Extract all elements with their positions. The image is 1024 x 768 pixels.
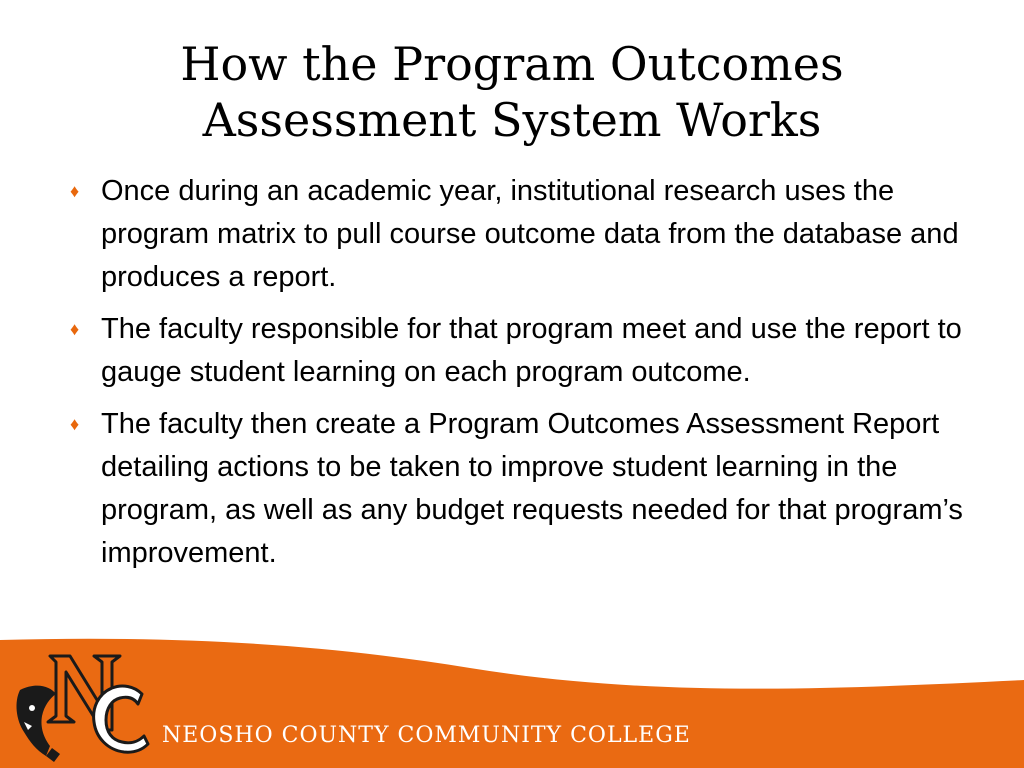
panther-mascot-logo <box>10 650 160 765</box>
diamond-bullet-icon: ♦ <box>70 181 80 201</box>
diamond-bullet-icon: ♦ <box>70 414 80 434</box>
panther-icon <box>17 686 60 762</box>
bullet-text-1: Once during an academic year, institutional research uses the program matrix to pull course outcome data from the database and produces a report. <box>101 175 959 293</box>
college-name: NEOSHO COUNTY COMMUNITY COLLEGE <box>162 723 691 748</box>
bullet-text-3: The faculty then create a Program Outcomes Assessment Report detailing actions to be taken to improve student learning in the program, as well as any budget requests needed for that program’s improvement. <box>101 408 963 569</box>
slide-title-line-2: Assessment System Works <box>202 93 822 147</box>
bullet-text-2: The faculty responsible for that program meet and use the report to gauge student learning on each program outcome. <box>101 313 962 388</box>
c-letter-icon <box>94 686 148 752</box>
diamond-bullet-icon: ♦ <box>70 319 80 339</box>
slide-title-line-1: How the Program Outcomes <box>180 37 844 91</box>
